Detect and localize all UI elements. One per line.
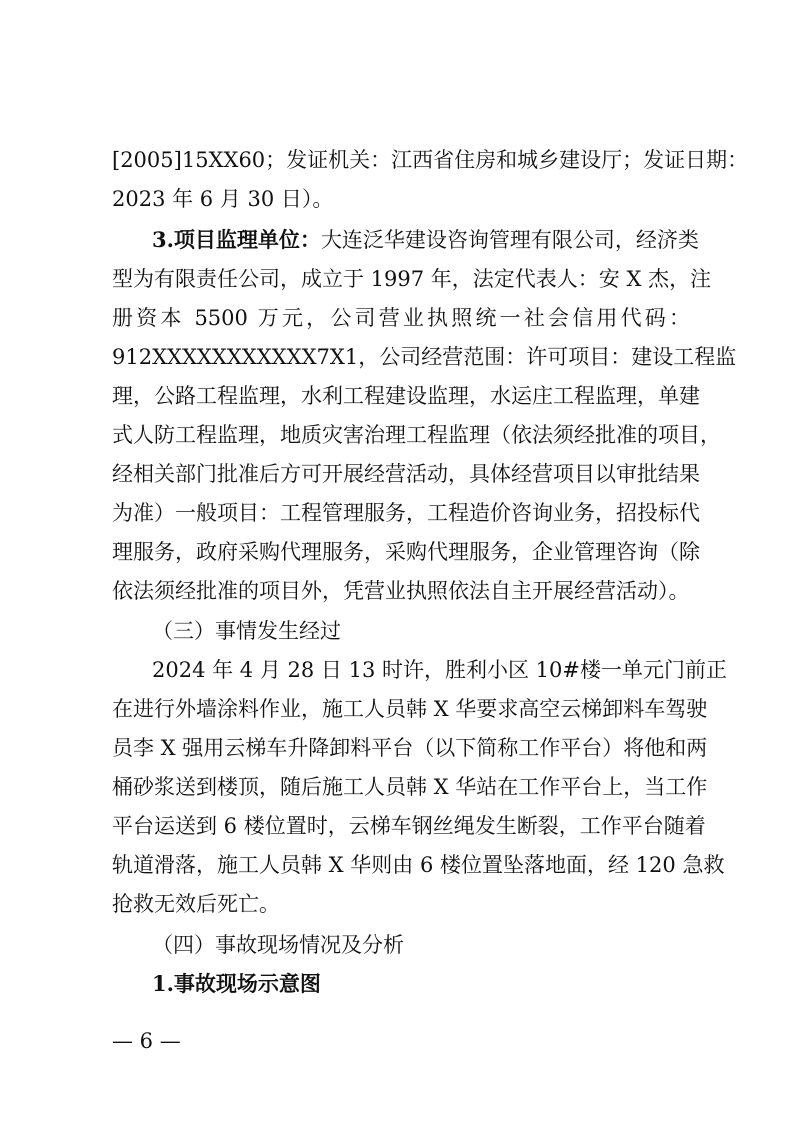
page-number: — 6 — <box>112 1029 181 1053</box>
supervisor-line: 式人防工程监理，地质灾害治理工程监理（依法须经批准的项目， <box>112 423 721 447</box>
incident-line: 轨道滑落，施工人员韩 X 华则由 6 楼位置坠落地面，经 120 急救 <box>112 853 725 877</box>
supervisor-line: 经相关部门批准后方可开展经营活动，具体经营项目以审批结果 <box>112 462 700 486</box>
supervisor-line: 理，公路工程监理，水利工程建设监理，水运庄工程监理，单建 <box>112 384 700 408</box>
section-heading-4: （四）事故现场情况及分析 <box>152 933 404 957</box>
supervisor-line: 型为有限责任公司，成立于 1997 年，法定代表人：安 X 杰，注 <box>112 267 712 291</box>
incident-line: 平台运送到 6 楼位置时，云梯车钢丝绳发生断裂，工作平台随着 <box>112 814 706 838</box>
supervisor-line: 912XXXXXXXXXXX7X1，公司经营范围：许可项目：建设工程监 <box>112 345 737 369</box>
cert-line-2: 2023 年 6 月 30 日）。 <box>112 187 334 211</box>
supervisor-line: 册资本 5500 万元，公司营业执照统一社会信用代码： <box>112 306 690 330</box>
incident-line: 员李 X 强用云梯车升降卸料平台（以下简称工作平台）将他和两 <box>112 736 708 760</box>
supervisor-line: 理服务，政府采购代理服务，采购代理服务，企业管理咨询（除 <box>112 540 700 564</box>
supervisor-line: 为准）一般项目：工程管理服务，工程造价咨询业务，招投标代 <box>112 501 700 525</box>
cert-line-1: [2005]15XX60；发证机关：江西省住房和城乡建设厅；发证日期： <box>112 148 749 172</box>
incident-line: 2024 年 4 月 28 日 13 时许，胜利小区 10#楼一单元门前正 <box>152 658 727 682</box>
supervisor-line: 依法须经批准的项目外，凭营业执照依法自主开展经营活动）。 <box>112 579 690 603</box>
subsection-heading-1: 1.事故现场示意图 <box>152 971 321 996</box>
supervisor-first-line-text: 大连泛华建设咨询管理有限公司，经济类 <box>320 228 699 252</box>
incident-line: 抢救无效后死亡。 <box>112 892 280 916</box>
supervisor-first-line <box>152 225 699 255</box>
supervisor-label: 3.项目监理单位： <box>152 227 321 252</box>
section-heading-3: （三）事情发生经过 <box>152 619 341 643</box>
incident-line: 桶砂浆送到楼顶，随后施工人员韩 X 华站在工作平台上，当工作 <box>112 775 708 799</box>
incident-line: 在进行外墙涂料作业，施工人员韩 X 华要求高空云梯卸料车驾驶 <box>112 697 708 721</box>
